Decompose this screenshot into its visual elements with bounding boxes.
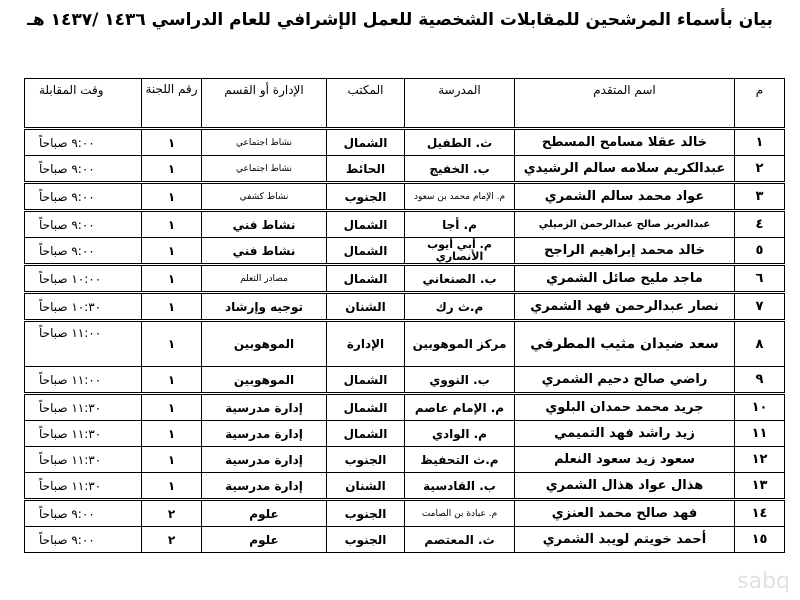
row-school: م. الوادي <box>405 421 515 447</box>
row-dept: مصادر التعلم <box>202 265 327 293</box>
row-num: ١١ <box>735 421 785 447</box>
row-name: راضي صالح دحيم الشمري <box>515 367 735 394</box>
row-dept: علوم <box>202 527 327 553</box>
row-dept: نشاط فني <box>202 211 327 238</box>
row-committee: ١ <box>142 473 202 500</box>
table-row <box>25 367 785 394</box>
header-name: اسم المتقدم <box>515 79 735 129</box>
header-school: المدرسة <box>405 79 515 129</box>
row-school: م. عبادة بن الصامت <box>405 500 515 527</box>
table-row <box>25 293 785 321</box>
row-num: ٥ <box>735 238 785 265</box>
row-committee: ١ <box>142 156 202 183</box>
row-time: ٩:٠٠ صباحاً <box>25 183 142 211</box>
row-name: عبدالعزيز صالح عبدالرحمن الزميلي <box>515 211 735 238</box>
row-name: عواد محمد سالم الشمري <box>515 183 735 211</box>
row-committee: ٢ <box>142 527 202 553</box>
row-dept: نشاط اجتماعي <box>202 156 327 183</box>
row-time: ١١:٣٠ صباحاً <box>25 394 142 421</box>
row-office: الشنان <box>327 293 405 321</box>
row-time: ١١:٠٠ صباحاً <box>25 367 142 394</box>
row-school: م. أبي أيوب الأنصاري <box>405 238 515 265</box>
row-office: الجنوب <box>327 183 405 211</box>
table-row <box>25 238 785 265</box>
row-office: الشنان <box>327 473 405 500</box>
row-name: جريد محمد حمدان البلوي <box>515 394 735 421</box>
row-dept: نشاط فني <box>202 238 327 265</box>
table-row <box>25 183 785 211</box>
row-office: الإدارة <box>327 321 405 367</box>
header-time: وقت المقابلة <box>25 79 142 129</box>
row-office: الجنوب <box>327 500 405 527</box>
table-row <box>25 447 785 473</box>
row-name: عبدالكريم سلامه سالم الرشيدي <box>515 156 735 183</box>
row-school: م. الإمام عاصم <box>405 394 515 421</box>
row-time: ٩:٠٠ صباحاً <box>25 238 142 265</box>
header-num: م <box>735 79 785 129</box>
row-committee: ١ <box>142 293 202 321</box>
row-committee: ١ <box>142 183 202 211</box>
row-num: ٢ <box>735 156 785 183</box>
row-name: زيد راشد فهد التميمي <box>515 421 735 447</box>
table-row <box>25 527 785 553</box>
table-row <box>25 211 785 238</box>
row-school: م.ث رك <box>405 293 515 321</box>
table-row <box>25 473 785 500</box>
row-time: ١١:٠٠ صباحاً <box>25 321 142 367</box>
table-row <box>25 421 785 447</box>
row-time: ٩:٠٠ صباحاً <box>25 500 142 527</box>
row-committee: ١ <box>142 238 202 265</box>
row-school: ب. القادسية <box>405 473 515 500</box>
watermark: sabq <box>737 569 790 594</box>
row-committee: ٢ <box>142 500 202 527</box>
table-header-row <box>25 79 785 129</box>
header-office: المكتب <box>327 79 405 129</box>
header-dept: الإدارة أو القسم <box>202 79 327 129</box>
table-row <box>25 394 785 421</box>
table-row <box>25 500 785 527</box>
row-office: الحائط <box>327 156 405 183</box>
table-row <box>25 129 785 156</box>
row-dept: نشاط كشفي <box>202 183 327 211</box>
row-office: الشمال <box>327 394 405 421</box>
row-school: ب. الصنعاني <box>405 265 515 293</box>
row-committee: ١ <box>142 211 202 238</box>
candidates-table <box>24 78 785 553</box>
row-school: ث. الطفيل <box>405 129 515 156</box>
row-name: ماجد مليح صائل الشمري <box>515 265 735 293</box>
row-time: ١١:٣٠ صباحاً <box>25 421 142 447</box>
row-name: خالد محمد إبراهيم الراجح <box>515 238 735 265</box>
row-time: ١١:٣٠ صباحاً <box>25 473 142 500</box>
row-num: ٧ <box>735 293 785 321</box>
row-office: الشمال <box>327 367 405 394</box>
table-row <box>25 156 785 183</box>
row-num: ٩ <box>735 367 785 394</box>
row-office: الشمال <box>327 211 405 238</box>
row-office: الشمال <box>327 238 405 265</box>
row-time: ٩:٠٠ صباحاً <box>25 527 142 553</box>
row-name: خالد عقلا مسامح المسطح <box>515 129 735 156</box>
row-committee: ١ <box>142 129 202 156</box>
row-dept: نشاط اجتماعي <box>202 129 327 156</box>
row-name: فهد صالح محمد العنزي <box>515 500 735 527</box>
row-school: ب. الخفيج <box>405 156 515 183</box>
row-school: مركز الموهوبين <box>405 321 515 367</box>
row-school: ب. النووي <box>405 367 515 394</box>
row-office: الشمال <box>327 265 405 293</box>
candidates-table-container <box>24 78 784 553</box>
row-time: ٩:٠٠ صباحاً <box>25 211 142 238</box>
row-office: الجنوب <box>327 527 405 553</box>
row-committee: ١ <box>142 367 202 394</box>
row-num: ١ <box>735 129 785 156</box>
row-office: الجنوب <box>327 447 405 473</box>
row-time: ١٠:٣٠ صباحاً <box>25 293 142 321</box>
row-name: سعد ضيدان مثيب المطرفي <box>515 321 735 367</box>
row-name: أحمد خويتم لويبد الشمري <box>515 527 735 553</box>
row-school: م. الإمام محمد بن سعود <box>405 183 515 211</box>
row-dept: إدارة مدرسية <box>202 421 327 447</box>
row-committee: ١ <box>142 321 202 367</box>
row-time: ٩:٠٠ صباحاً <box>25 156 142 183</box>
table-row <box>25 265 785 293</box>
row-school: م. أجا <box>405 211 515 238</box>
page-title: بيان بأسماء المرشحين للمقابلات الشخصية للعمل الإشرافي للعام الدراسي ١٤٣٦ /١٤٣٧ هـ <box>27 10 773 30</box>
row-num: ١٣ <box>735 473 785 500</box>
row-name: سعود زيد سعود النعلم <box>515 447 735 473</box>
row-num: ١٠ <box>735 394 785 421</box>
row-committee: ١ <box>142 265 202 293</box>
row-dept: الموهوبين <box>202 367 327 394</box>
row-name: نصار عبدالرحمن فهد الشمري <box>515 293 735 321</box>
header-committee: رقم اللجنة <box>142 79 202 129</box>
row-num: ٣ <box>735 183 785 211</box>
row-time: ١٠:٠٠ صباحاً <box>25 265 142 293</box>
row-time: ٩:٠٠ صباحاً <box>25 129 142 156</box>
row-committee: ١ <box>142 394 202 421</box>
row-dept: إدارة مدرسية <box>202 447 327 473</box>
row-committee: ١ <box>142 421 202 447</box>
row-num: ٨ <box>735 321 785 367</box>
row-office: الشمال <box>327 421 405 447</box>
row-office: الشمال <box>327 129 405 156</box>
row-committee: ١ <box>142 447 202 473</box>
row-num: ١٢ <box>735 447 785 473</box>
row-dept: الموهوبين <box>202 321 327 367</box>
row-num: ١٥ <box>735 527 785 553</box>
row-num: ٦ <box>735 265 785 293</box>
row-dept: توجيه وإرشاد <box>202 293 327 321</box>
table-row <box>25 321 785 367</box>
row-num: ١٤ <box>735 500 785 527</box>
row-school: م.ث التحفيظ <box>405 447 515 473</box>
row-time: ١١:٣٠ صباحاً <box>25 447 142 473</box>
row-name: هذال عواد هذال الشمري <box>515 473 735 500</box>
row-school: ث. المعتصم <box>405 527 515 553</box>
row-dept: علوم <box>202 500 327 527</box>
row-dept: إدارة مدرسية <box>202 394 327 421</box>
row-dept: إدارة مدرسية <box>202 473 327 500</box>
row-num: ٤ <box>735 211 785 238</box>
